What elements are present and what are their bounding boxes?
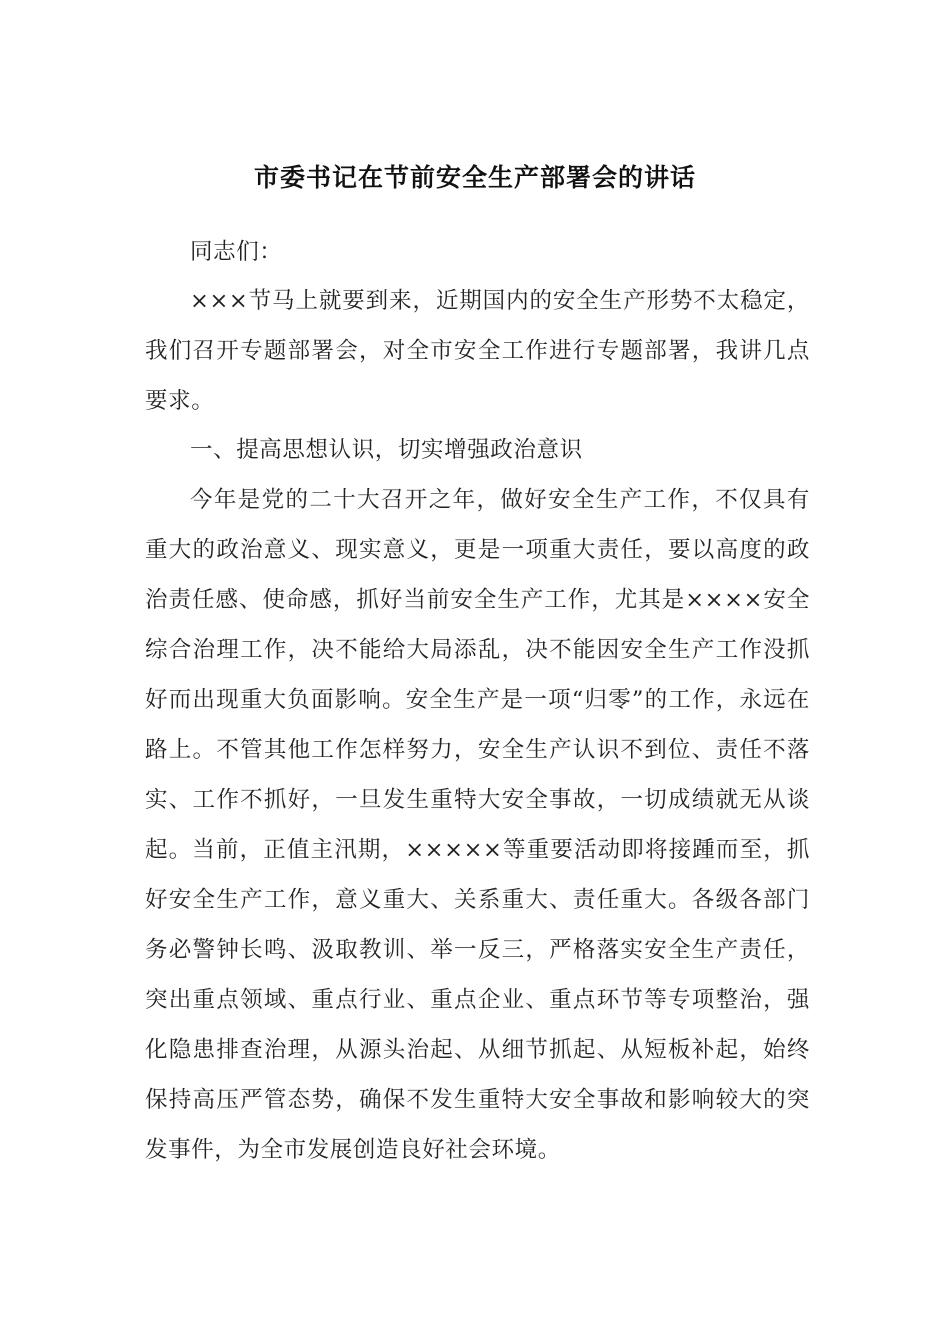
section-heading-1: 一、提高思想认识，切实增强政治意识	[190, 437, 583, 463]
document-title: 市委书记在节前安全生产部署会的讲话	[253, 163, 696, 192]
greeting: 同志们：	[190, 239, 283, 265]
section-body-1: 今年是党的二十大召开之年，做好安全生产工作，不仅具有重大的政治意义、现实意义，更是一项重大责任，要以高度的政治责任感、使命感，抓好当前安全生产工作，尤其是××××安全综合治理工作，决不能给大局添乱，决不能因安全生产工作没抓好而出现重大负面影响。安全生产是一项“归零”的工作，永远在路上。不管其他工作怎样努力，安全生产认识不到位、责任不落实、工作不抓好，一旦发生重特大安全事故，一切成绩就无从谈起。当前，正值主汛期，×××××等重要活动即将接踵而至，抓好安全生产工作，意义重大、关系重大、责任重大。各级各部门务必警钟长鸣、汲取教训、举一反三，严格落实安全生产责任，突出重点领域、重点行业、重点企业、重点环节等专项整治，强化隐患排查治理，从源头治起、从细节抓起、从短板补起，始终保持高压严管态势，确保不发生重特大安全事故和影响较大的突发事件，为全市发展创造良好社会环境。	[145, 487, 810, 1163]
paragraph-intro: ×××节马上就要到来，近期国内的安全生产形势不太稳定，我们召开专题部署会，对全市安全工作进行专题部署，我讲几点要求。	[145, 288, 810, 414]
